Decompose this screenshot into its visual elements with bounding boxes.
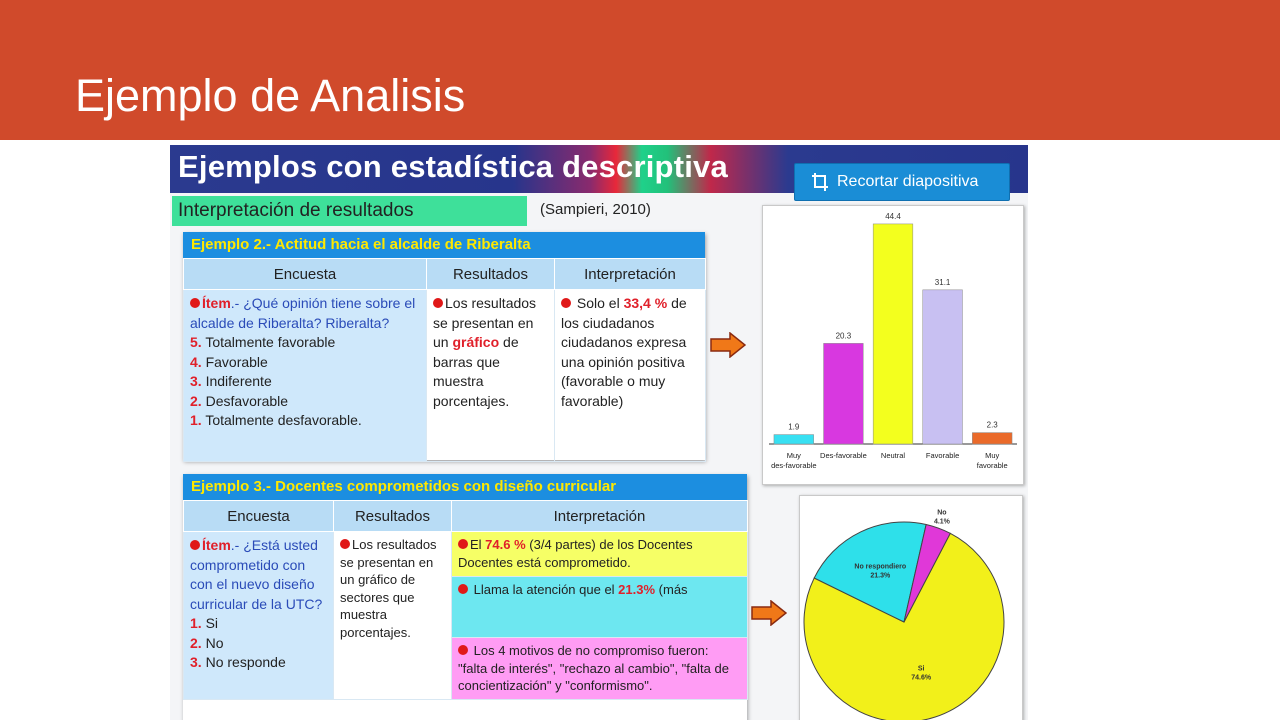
crop-slide-label: Recortar diapositiva [837, 173, 979, 190]
pie-label: Si [917, 665, 925, 673]
example3-table [183, 500, 748, 700]
bar-chart [762, 205, 1024, 485]
bar [774, 435, 814, 444]
red-dot-icon [190, 540, 200, 550]
bar-value-label: 31.1 [934, 277, 951, 287]
bar [824, 343, 864, 444]
example2-header-encuesta: Encuesta [184, 259, 427, 290]
source-citation: (Sampieri, 2010) [540, 201, 651, 218]
right-arrow-icon [710, 332, 746, 358]
example2-header-interpretacion: Interpretación [555, 259, 706, 290]
example2-card [183, 232, 705, 460]
slide-image [170, 145, 1028, 720]
example3-title: Ejemplo 3.- Docentes comprometidos con diseño curricular [183, 474, 747, 500]
example2-resultados-cell: Los resultados se presentan en un gráfico de barras que muestra porcentajes. [427, 290, 555, 462]
example2-title: Ejemplo 2.- Actitud hacia el alcalde de Riberalta [183, 232, 705, 258]
option-no: 2. No [190, 634, 224, 651]
red-dot-icon [458, 539, 468, 549]
option-3: 3. Indiferente [190, 373, 272, 389]
example2-question: .- ¿Qué opinión tiene sobre el alcalde de Riberalta? Riberalta? [190, 295, 416, 331]
pie-label: No respondiero [854, 563, 907, 571]
bar [923, 290, 963, 444]
bar-category-label: Favorable [925, 451, 960, 460]
option-1: 1. Totalmente desfavorable. [190, 412, 362, 428]
example3-header-resultados: Resultados [334, 501, 452, 532]
example2-encuesta-cell [184, 290, 427, 462]
pie-label: No [937, 509, 947, 517]
slide-header [0, 0, 1280, 140]
option-5: 5. Totalmente favorable [190, 334, 336, 350]
red-dot-icon [458, 645, 468, 655]
bar-value-label: 2.3 [986, 420, 998, 430]
bar [972, 433, 1012, 444]
bar-category-label: Muy [786, 451, 801, 460]
pie-chart-svg [800, 496, 1022, 720]
example3-interp-2: Llama la atención que el 21.3% (más [452, 577, 748, 638]
bar-category-label: Muy [985, 451, 1000, 460]
bar-category-label: Neutral [880, 451, 906, 460]
red-dot-icon [190, 298, 200, 308]
option-2: 2. Desfavorable [190, 392, 289, 409]
pie-label: 4.1% [933, 518, 950, 526]
bar-category-label: des-favorable [771, 461, 817, 470]
interpretation-label: Interpretación de resultados [172, 196, 527, 226]
pie-label: 21.3% [870, 572, 891, 580]
example3-encuesta-cell: Ítem.- ¿Está usted comprometido con con el nuevo diseño curricular de la UTC? 1. Si 2. No 3. No responde [184, 532, 334, 700]
pie-chart [799, 495, 1023, 720]
example2-interpretacion-cell: Solo el 33,4 % de los ciudadanos ciudadanos expresa una opinión positiva (favorable o muy favorable) [555, 290, 706, 462]
option-4: 4. Favorable [190, 353, 268, 370]
banner-title: Ejemplos con estadística descriptiva [178, 149, 728, 184]
crop-slide-button[interactable] [794, 163, 1010, 201]
example3-resultados-cell: Los resultados se presentan en un gráfico de sectores que muestra porcentajes. [334, 532, 452, 700]
example2-header-resultados: Resultados [427, 259, 555, 290]
red-dot-icon [433, 298, 443, 308]
bar-value-label: 44.4 [885, 211, 901, 221]
example3-header-interpretacion: Interpretación [452, 501, 748, 532]
example3-header-encuesta: Encuesta [184, 501, 334, 532]
example3-interp-3: Los 4 motivos de no compromiso fueron: "falta de interés", "rechazo al cambio", "falta de concientización" y "conformismo". [452, 638, 748, 700]
bar-value-label: 20.3 [835, 331, 852, 341]
option-si: 1. Si [190, 615, 219, 631]
red-dot-icon [458, 584, 468, 594]
bar-category-label: Des-favorable [820, 451, 867, 460]
crop-icon [811, 172, 829, 192]
example3-interp-1: El 74.6 % (3/4 partes) de los Docentes Docentes está comprometido. [452, 532, 748, 577]
page-title: Ejemplo de Analisis [75, 70, 466, 121]
bar-chart-svg [763, 206, 1023, 484]
example3-question: .- ¿Está usted comprometido con con el nuevo diseño curricular de la UTC? [190, 537, 323, 612]
bar-value-label: 1.9 [788, 422, 800, 432]
bar [873, 224, 913, 444]
example3-card [183, 474, 747, 720]
bar-category-label: favorable [976, 461, 1008, 470]
pie-label: 74.6% [911, 674, 932, 682]
item-label: Ítem [202, 295, 231, 311]
right-arrow-icon [751, 600, 787, 626]
red-dot-icon [340, 539, 350, 549]
example2-table [183, 258, 706, 462]
option-no-responde: 3. No responde [190, 654, 286, 670]
red-dot-icon [561, 298, 571, 308]
